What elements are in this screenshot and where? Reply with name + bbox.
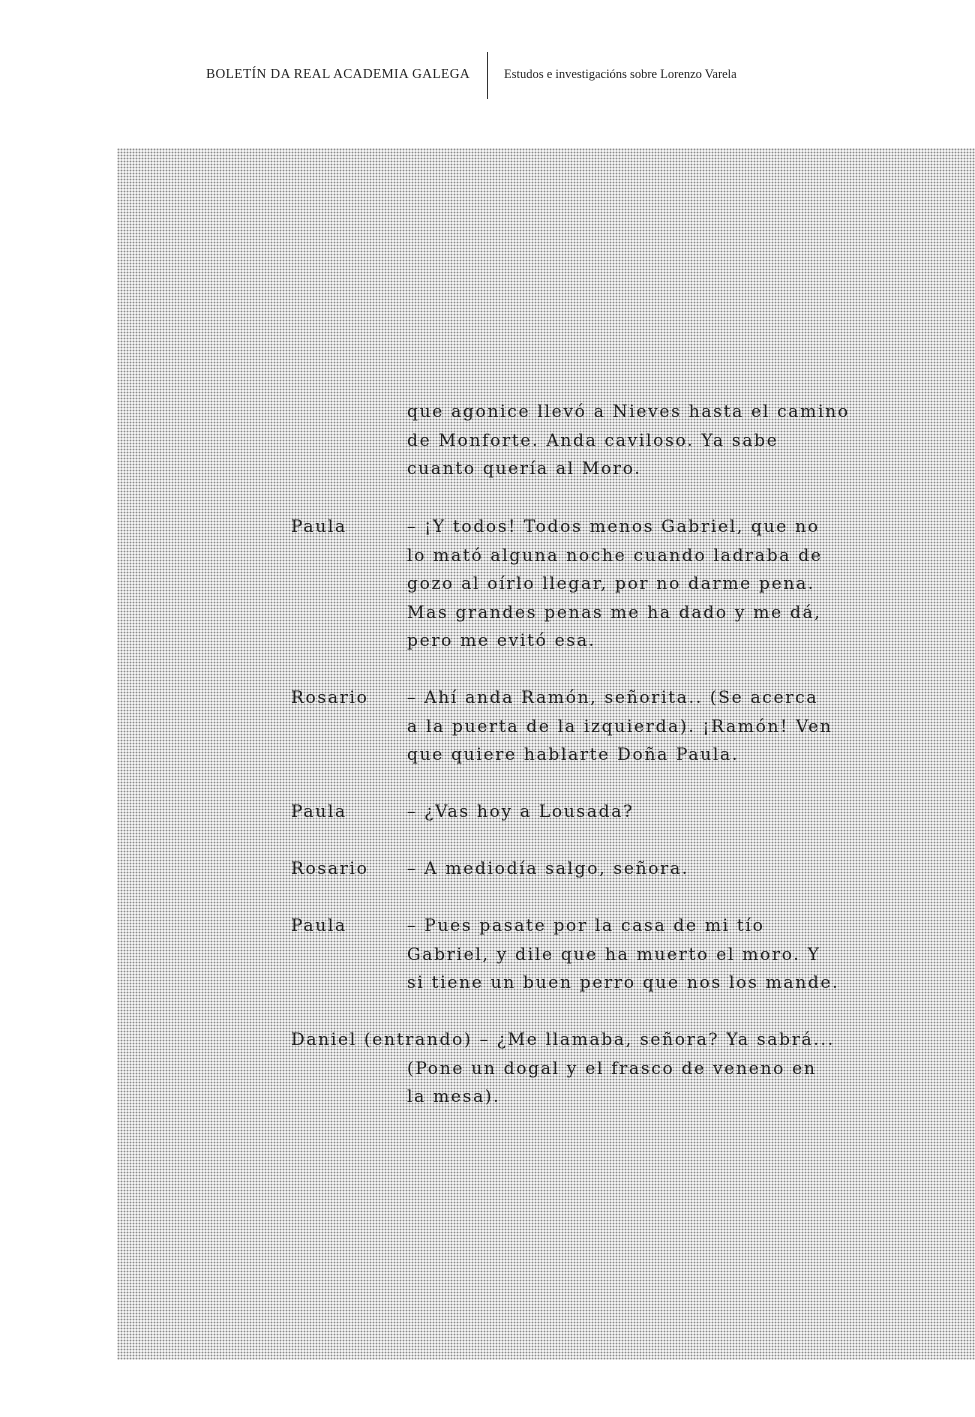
dialogue-line: Mas grandes penas me ha dado y me dá, [407,602,822,623]
speaker-name: Rosario [291,859,369,879]
journal-title: BOLETÍN DA REAL ACADEMIA GALEGA [206,66,470,81]
dialogue-line: que quiere hablarte Doña Paula. [407,745,739,765]
dialogue-line: Daniel (entrando) – ¿Me llamaba, señora? Ya sabrá... [291,1030,835,1050]
speaker-name: Paula [291,517,347,537]
dialogue-line: lo mató alguna noche cuando ladraba de [407,545,823,566]
header-divider [487,52,488,99]
dialogue-line: – ¿Vas hoy a Lousada? [407,802,634,822]
page-header [0,52,975,100]
dialogue-line: de Monforte. Anda caviloso. Ya sabe [407,430,779,451]
dialogue-line: pero me evitó esa. [407,631,596,651]
speaker-name: Paula [291,916,347,936]
dialogue-line: – ¡Y todos! Todos menos Gabriel, que no [407,517,820,537]
stage-direction-line: la mesa). [407,1087,501,1107]
dialogue-line: Gabriel, y dile que ha muerto el moro. Y [407,944,821,965]
speaker-name: Rosario [291,688,369,708]
dialogue-line: que agonice llevó a Nieves hasta el camino [407,402,850,422]
stage-direction-line: (Pone un dogal y el frasco de veneno en [407,1058,817,1079]
dialogue-line: a la puerta de la izquierda). ¡Ramón! Ven [407,716,833,737]
dialogue-line: cuanto quería al Moro. [407,459,642,479]
dialogue-line: si tiene un buen perro que nos los mande. [407,973,840,993]
dialogue-line: – Ahí anda Ramón, señorita.. (Se acerca [407,688,819,708]
dialogue-line: – Pues pasate por la casa de mi tío [407,916,765,936]
dialogue-line: – A mediodía salgo, señora. [407,859,689,879]
dialogue-line: gozo al oírlo llegar, por no darme pena. [407,574,815,594]
section-title: Estudos e investigacións sobre Lorenzo Varela [504,67,737,81]
speaker-name: Paula [291,802,347,822]
